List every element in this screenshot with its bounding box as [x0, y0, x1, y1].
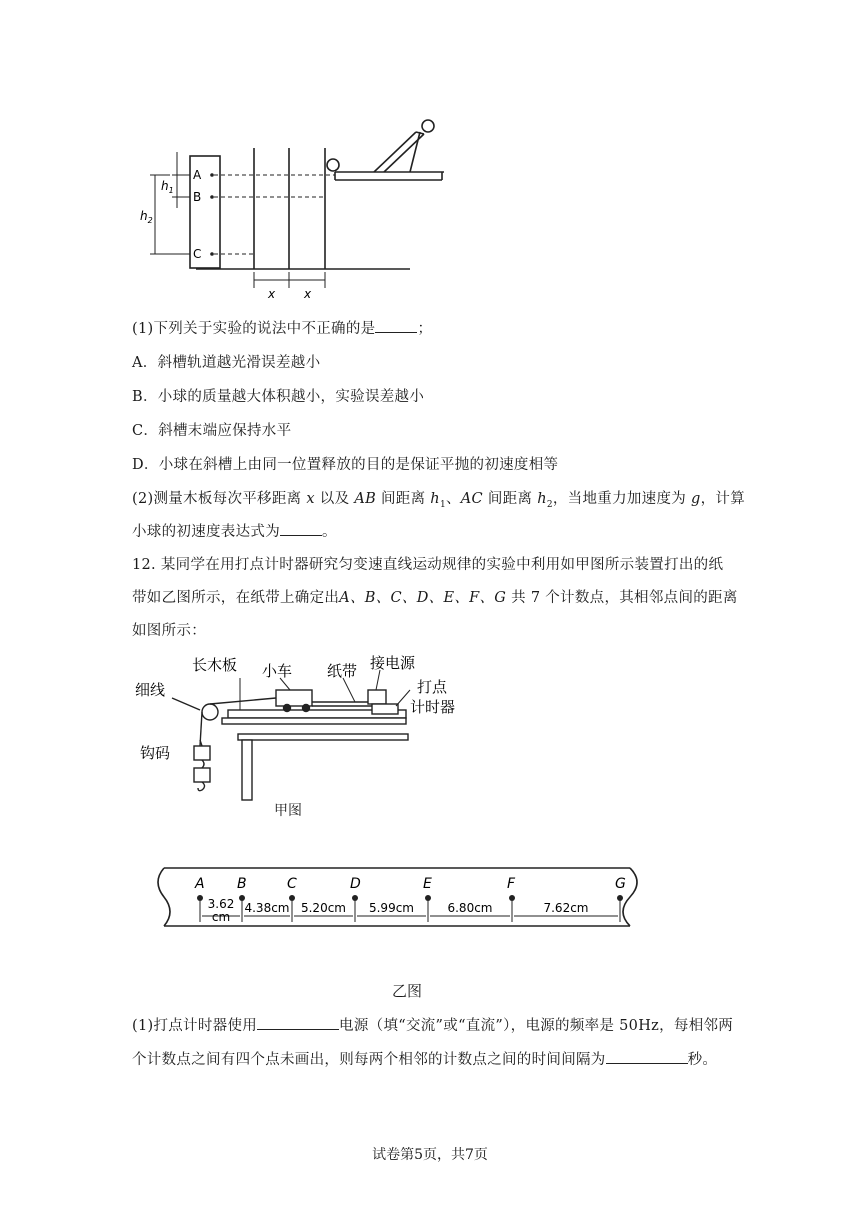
label-tape: 纸带: [327, 662, 358, 680]
q12-part1-line1: (1)打点计时器使用 电源（填“交流”或“直流”），电源的频率是 50Hz，每相邻两: [132, 1014, 733, 1035]
distance-label: 5.20cm: [300, 901, 347, 915]
label-A: A: [193, 168, 202, 182]
label-x2: x: [304, 287, 312, 301]
tape-point-label: B: [237, 876, 247, 892]
option-d: D．小球在斜槽上由同一位置释放的目的是保证平抛的初速度相等: [132, 457, 559, 473]
tape-point-label: F: [507, 876, 516, 892]
option-b: B．小球的质量越大体积越小，实验误差越小: [132, 389, 425, 405]
distance-label: 7.62cm: [543, 901, 589, 915]
distance-label: 6.80cm: [447, 901, 493, 915]
label-timer-1: 打点: [417, 678, 448, 696]
label-C: C: [193, 247, 202, 261]
figure-yi-caption: 乙图: [392, 982, 423, 1000]
label-h1: $h_1$: [161, 179, 174, 195]
q11-part2-line2: 小球的初速度表达式为 。: [132, 520, 337, 541]
ticker-tape-figure: [150, 858, 660, 938]
tape-point-label: G: [615, 876, 626, 892]
option-a: A．斜槽轨道越光滑误差越小: [132, 355, 321, 371]
distance-label: cm: [211, 910, 231, 924]
cart-timer-apparatus-figure: [130, 650, 470, 820]
page-footer: 试卷第5页，共7页: [372, 1147, 488, 1163]
answer-blank[interactable]: [257, 1015, 339, 1030]
q11-part2-line1: (2)测量木板每次平移距离 x 以及 AB 间距离 $h_1$、AC 间距离 $h_2$，当地重力加速度为 g，计算: [132, 491, 745, 510]
distance-label: 3.62: [207, 897, 235, 911]
projectile-apparatus-figure: [140, 110, 480, 306]
distance-label: 4.38cm: [244, 901, 290, 915]
label-cart: 小车: [262, 662, 293, 680]
label-x1: x: [268, 287, 276, 301]
tape-point-group: [194, 876, 626, 924]
label-power: 接电源: [370, 654, 416, 672]
q11-part1-stem: (1)下列关于实验的说法中不正确的是 ；: [132, 317, 432, 338]
q12-line1: 12. 某同学在用打点计时器研究匀变速直线运动规律的实验中利用如甲图所示装置打出的纸: [132, 557, 724, 573]
tape-point-label: C: [287, 876, 297, 892]
q12-line2: 带如乙图所示，在纸带上确定出A、B、C、D、E、F、G 共 7 个计数点，其相邻点间的距离: [132, 590, 738, 606]
label-long-board: 长木板: [192, 656, 238, 674]
label-timer-2: 计时器: [410, 698, 456, 716]
figure-jia-caption: 甲图: [274, 803, 302, 819]
distance-label: 5.99cm: [368, 901, 415, 915]
answer-blank[interactable]: [280, 521, 322, 536]
answer-blank[interactable]: [606, 1049, 688, 1064]
option-c: C．斜槽末端应保持水平: [132, 423, 292, 439]
q12-part1-line2: 个计数点之间有四个点未画出，则每两个相邻的计数点之间的时间间隔为 秒。: [132, 1048, 717, 1069]
label-h2: $h_2$: [140, 209, 153, 225]
answer-blank[interactable]: [375, 318, 417, 333]
label-B: B: [193, 190, 202, 204]
q12-line3: 如图所示：: [132, 623, 206, 639]
tape-point-label: A: [195, 876, 205, 892]
tape-point-label: D: [350, 876, 361, 892]
label-string: 细线: [135, 681, 166, 699]
tape-point-label: E: [423, 876, 432, 892]
label-weight: 钩码: [140, 744, 171, 762]
